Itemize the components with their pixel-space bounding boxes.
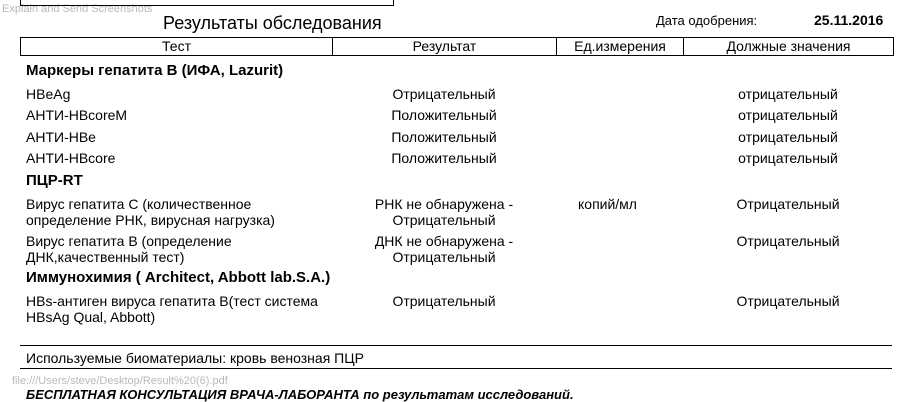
- approval-date-label: Дата одобрения:: [656, 13, 758, 28]
- row-result: Положительный: [391, 129, 497, 145]
- row-test: АНТИ-HBcoreM: [26, 107, 128, 123]
- row-result: РНК не обнаружена - Отрицательный: [374, 196, 514, 228]
- row-result: Отрицательный: [392, 293, 496, 309]
- divider: [20, 368, 892, 369]
- column-header-reference: Должные значения: [726, 38, 851, 54]
- row-unit: копий/мл: [578, 196, 637, 212]
- page-title: Результаты обследования: [163, 13, 382, 33]
- row-test: Вирус гепатита В (определение ДНК,качественный тест): [26, 233, 232, 265]
- column-header-unit: Ед.измерения: [557, 38, 684, 55]
- biomaterials-note: Используемые биоматериалы: кровь венозная ПЦР: [26, 350, 364, 366]
- row-reference: отрицательный: [738, 107, 838, 123]
- row-reference: отрицательный: [738, 86, 838, 102]
- row-test: АНТИ-HBcore: [26, 150, 116, 166]
- row-reference: Отрицательный: [736, 233, 840, 249]
- row-reference: Отрицательный: [736, 196, 840, 212]
- row-result: ДНК не обнаружена - Отрицательный: [374, 233, 514, 265]
- table-header: [20, 37, 894, 56]
- row-test: HBs-антиген вируса гепатита В(тест система HBsAg Qual, Abbott): [26, 293, 318, 325]
- section-title-pcr-rt: ПЦР-RT: [26, 172, 83, 189]
- column-header-result: Результат: [333, 38, 557, 55]
- row-result: Положительный: [391, 107, 497, 123]
- section-title-hepatitis-markers: Маркеры гепатита В (ИФА, Lazurit): [26, 62, 284, 79]
- row-test: Вирус гепатита С (количественное определение РНК, вирусная нагрузка): [26, 196, 275, 228]
- row-test: HBeAg: [26, 86, 71, 102]
- row-result: Положительный: [391, 150, 497, 166]
- watermark-text: Explain and Send Screenshots: [2, 3, 153, 15]
- divider: [20, 345, 892, 346]
- row-test: АНТИ-HBe: [26, 129, 96, 145]
- row-reference: отрицательный: [738, 129, 838, 145]
- approval-date-value: 25.11.2016: [814, 12, 884, 28]
- top-box-border: [20, 0, 394, 6]
- section-title-immunochemistry: Иммунохимия ( Architect, Abbott lab.S.A.): [26, 269, 331, 286]
- row-reference: отрицательный: [738, 150, 838, 166]
- file-path-text: file:///Users/steve/Desktop/Result%20(6).pdf: [12, 375, 228, 387]
- column-header-test: Тест: [21, 38, 333, 55]
- row-result: Отрицательный: [392, 86, 496, 102]
- row-reference: Отрицательный: [736, 293, 840, 309]
- footer-consultation-note: БЕСПЛАТНАЯ КОНСУЛЬТАЦИЯ ВРАЧА-ЛАБОРАНТА по результатам исследований.: [26, 387, 574, 402]
